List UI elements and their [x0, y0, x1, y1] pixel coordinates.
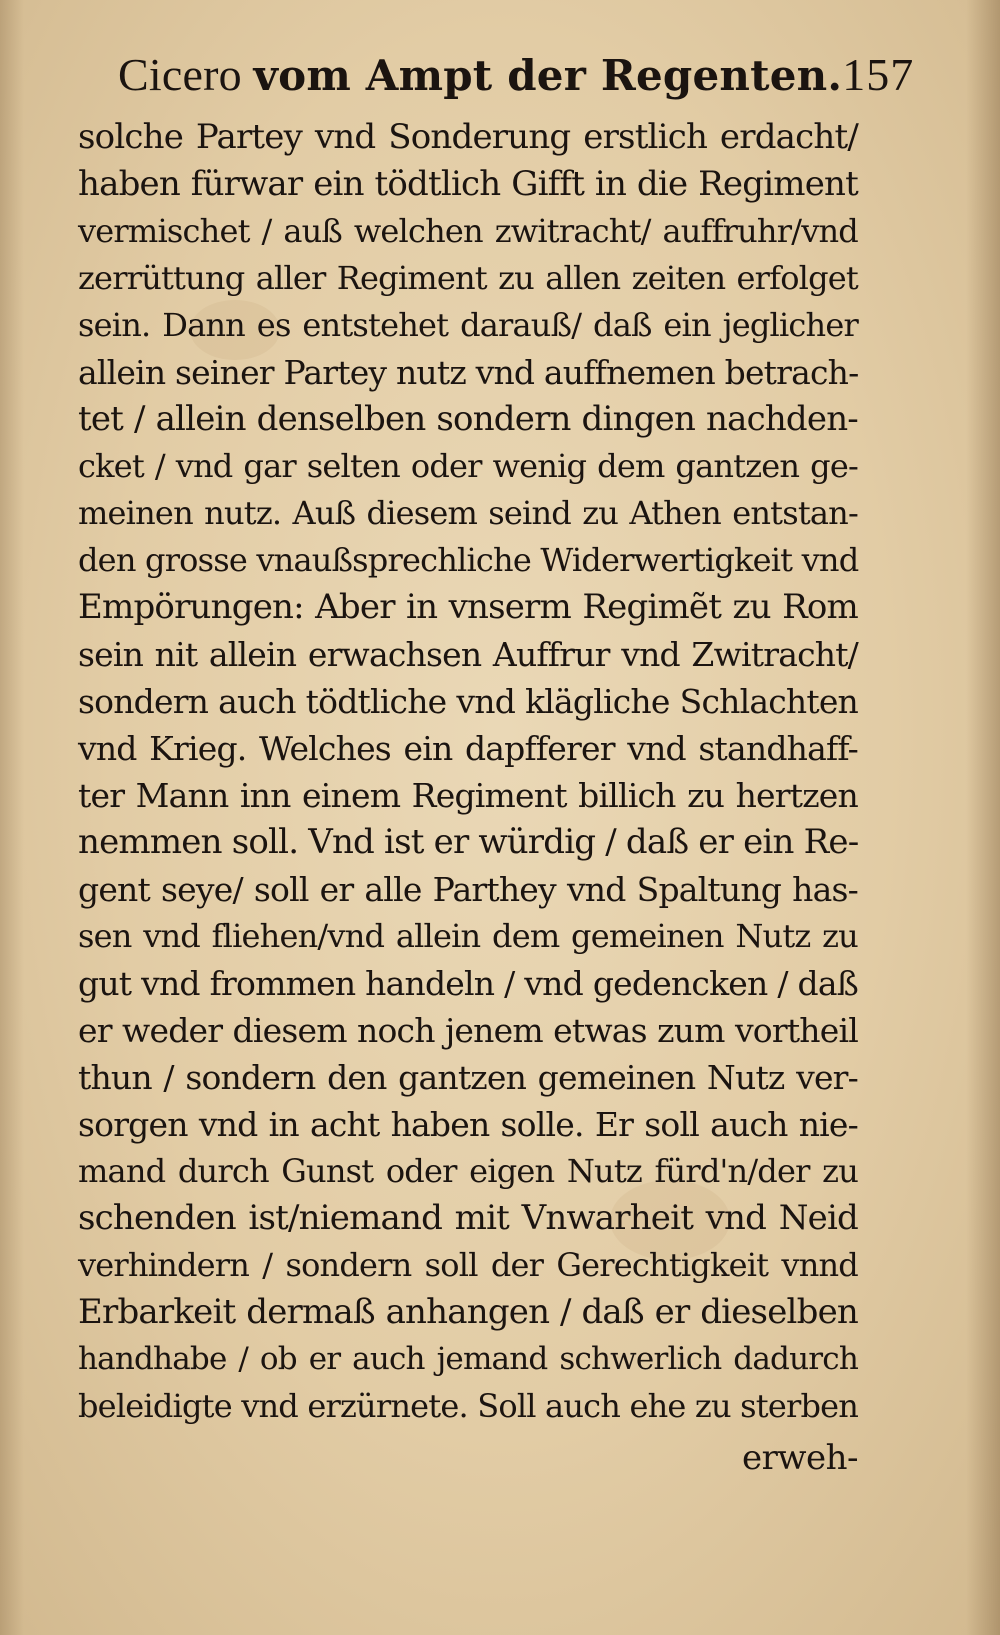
text-line: Erbarkeit dermaß anhangen / daß er dieselben [78, 1292, 858, 1332]
text-line: er weder diesem noch jenem etwas zum vortheil [78, 1011, 858, 1050]
running-title [118, 48, 842, 101]
text-line: tet / allein denselben sondern dingen nachden- [78, 399, 858, 439]
page-gutter-shadow [0, 0, 24, 1635]
text-line: sein nit allein erwachsen Auffrur vnd Zwitracht/ [78, 635, 858, 674]
running-title-antiqua: Cicero [118, 49, 242, 100]
text-line: vnd Krieg. Welches ein dapfferer vnd standhaff- [78, 729, 858, 768]
text-line: cket / vnd gar selten oder wenig dem gantzen ge- [78, 447, 858, 485]
text-line: sen vnd fliehen/vnd allein dem gemeinen Nutz zu [78, 917, 858, 955]
text-line: allein seiner Partey nutz vnd auffnemen betrach- [78, 353, 859, 392]
text-line: gent seye/ soll er alle Parthey vnd Spaltung has- [78, 870, 858, 909]
text-line: sondern auch tödtliche vnd klägliche Schlachten [78, 682, 858, 721]
text-line: haben fürwar ein tödtlich Gifft in die Regiment [78, 164, 858, 204]
page-edge-shadow [966, 0, 1000, 1635]
text-line: thun / sondern den gantzen gemeinen Nutz ver- [78, 1058, 858, 1097]
text-line: sein. Dann es entstehet darauß/ daß ein jeglicher [78, 306, 858, 344]
text-line: Empörungen: Aber in vnserm Regimẽt zu Rom [78, 587, 858, 627]
text-line: nemmen soll. Vnd ist er würdig / daß er ein Re- [78, 822, 859, 862]
text-line: verhindern / sondern soll der Gerechtigkeit vnnd [78, 1246, 858, 1284]
text-line: mand durch Gunst oder eigen Nutz fürd'n/der zu [78, 1152, 858, 1190]
running-title-fraktur: vom Ampt der Regenten. [253, 51, 843, 100]
text-line: beleidigte vnd erzürnete. Soll auch ehe zu sterben [78, 1387, 859, 1425]
body-text [78, 114, 858, 1430]
text-line: gut vnd frommen handeln / vnd gedencken / daß [78, 964, 858, 1003]
text-line: sorgen vnd in acht haben solle. Er soll auch nie- [78, 1105, 858, 1144]
text-line: zerrüttung aller Regiment zu allen zeiten erfolget [78, 259, 858, 297]
page-number: 157 [842, 49, 915, 100]
running-header [118, 48, 915, 108]
text-line: meinen nutz. Auß diesem seind zu Athen entstan- [78, 494, 858, 532]
text-line: schenden ist/niemand mit Vnwarheit vnd Neid [78, 1198, 858, 1238]
catchword: erweh- [742, 1438, 858, 1478]
text-line: solche Partey vnd Sonderung erstlich erdacht/ [78, 117, 858, 157]
text-line: den grosse vnaußsprechliche Widerwertigkeit vnd [78, 541, 859, 579]
text-line: vermischet / auß welchen zwitracht/ auffruhr/vnd [78, 212, 858, 250]
text-line: handhabe / ob er auch jemand schwerlich dadurch [78, 1341, 858, 1377]
text-line: ter Mann inn einem Regiment billich zu hertzen [78, 776, 858, 815]
